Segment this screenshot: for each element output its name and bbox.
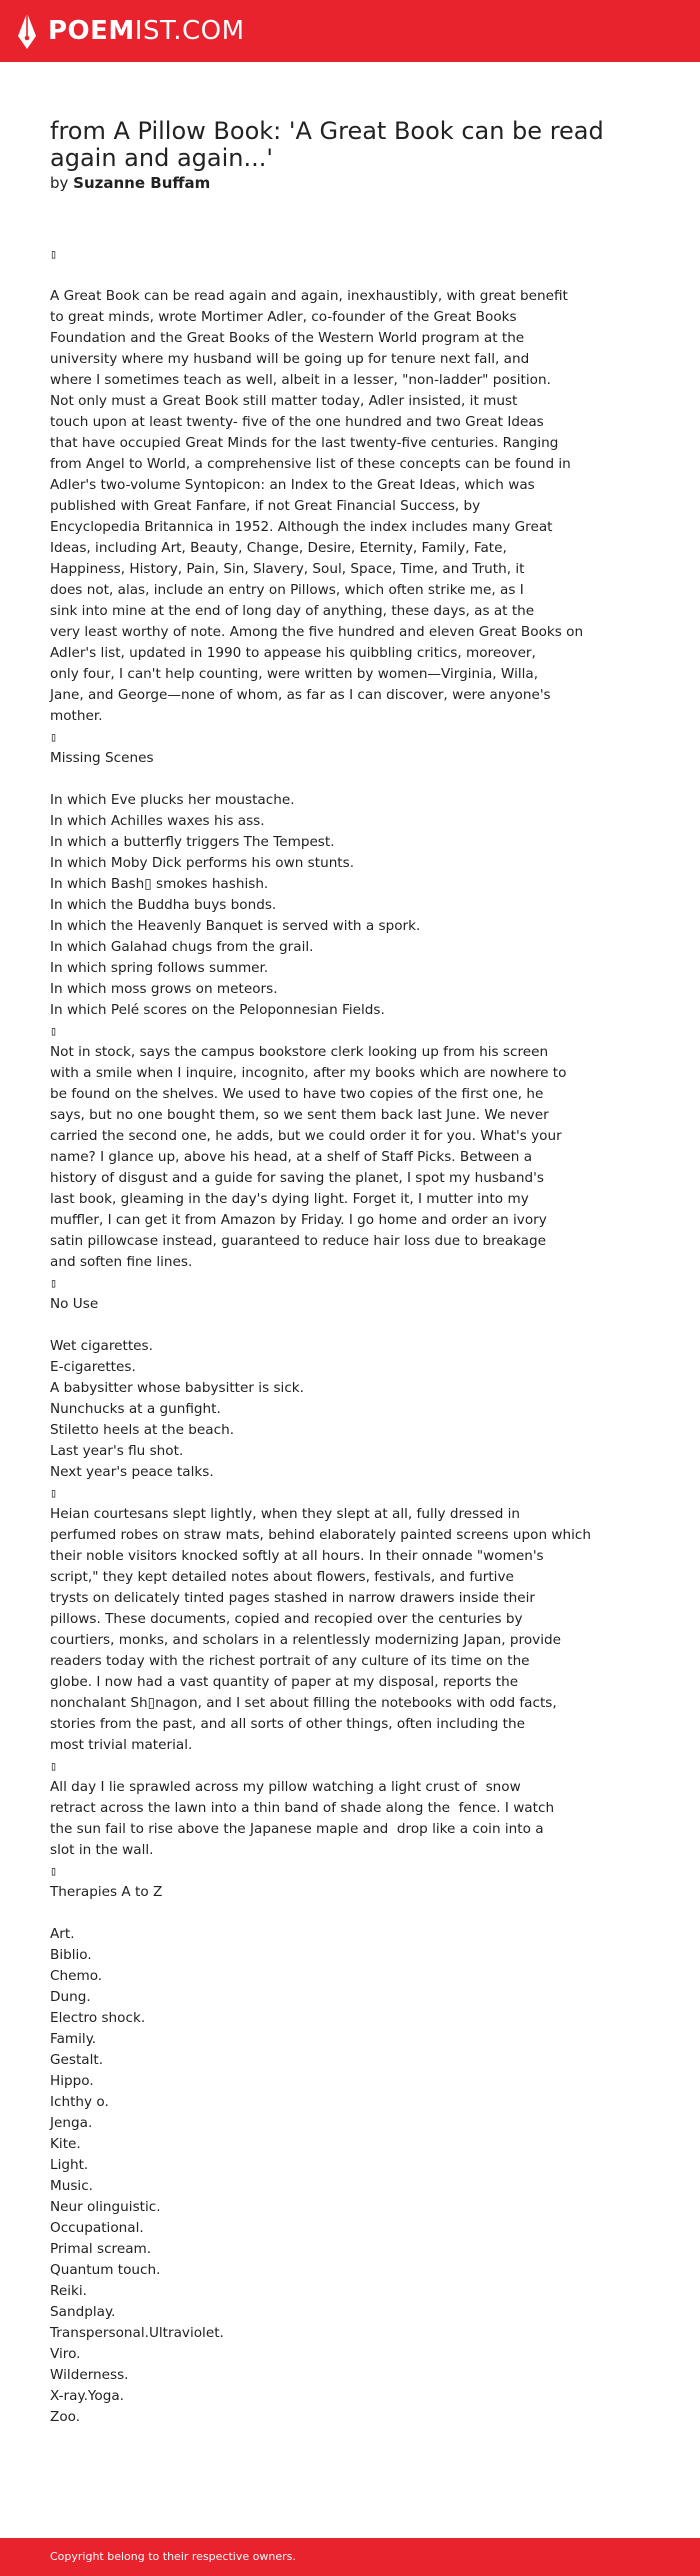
poem-line: In which Bash▯ smokes hashish. <box>50 876 269 892</box>
poem-line: Ideas, including Art, Beauty, Change, Desire, Eternity, Family, Fate, <box>50 540 507 556</box>
poem-line: sink into mine at the end of long day of anything, these days, as at the <box>50 603 535 619</box>
poem-line <box>50 769 650 790</box>
poem-line: E-cigarettes. <box>50 1359 136 1375</box>
pen-nib-icon <box>16 12 38 50</box>
poem-line: published with Great Fanfare, if not Great Financial Success, by <box>50 498 481 514</box>
poem-line: stories from the past, and all sorts of other things, often including the <box>50 1716 525 1732</box>
poem-line: Missing Scenes <box>50 750 154 766</box>
poem-line: very least worthy of note. Among the five hundred and eleven Great Books on <box>50 624 584 640</box>
poem-line: A babysitter whose babysitter is sick. <box>50 1380 304 1396</box>
poem-line: Electro shock. <box>50 2010 146 2026</box>
poem-line: Foundation and the Great Books of the Western World program at the <box>50 330 525 346</box>
poem-line: does not, alas, include an entry on Pillows, which often strike me, as I <box>50 582 524 598</box>
poem-line: Neur olinguistic. <box>50 2199 161 2215</box>
section-separator: ▯ <box>50 1486 58 1500</box>
site-logo[interactable] <box>16 12 245 50</box>
poem-line: satin pillowcase instead, guaranteed to reduce hair loss due to breakage <box>50 1233 547 1249</box>
poem-line: Light. <box>50 2157 89 2173</box>
poem-line: nonchalant Sh▯nagon, and I set about filling the notebooks with odd facts, <box>50 1695 557 1711</box>
site-footer <box>0 2538 700 2576</box>
section-separator: ▯ <box>50 247 58 261</box>
logo-text-light: IST.COM <box>134 16 245 46</box>
poem-line: Next year's peace talks. <box>50 1464 214 1480</box>
poem-line: Therapies A to Z <box>50 1884 163 1900</box>
poem-line: Quantum touch. <box>50 2262 161 2278</box>
poem-line: X-ray.Yoga. <box>50 2388 124 2404</box>
poem-line: Viro. <box>50 2346 81 2362</box>
byline-prefix: by <box>50 174 74 192</box>
poem-line: Music. <box>50 2178 93 2194</box>
poem-line: script," they kept detailed notes about flowers, festivals, and furtive <box>50 1569 514 1585</box>
poem-line: last book, gleaming in the day's dying light. Forget it, I mutter into my <box>50 1191 529 1207</box>
poem-line: courtiers, monks, and scholars in a relentlessly modernizing Japan, provide <box>50 1632 561 1648</box>
poem-line <box>50 1315 650 1336</box>
poem-line: Happiness, History, Pain, Sin, Slavery, Soul, Space, Time, and Truth, it <box>50 561 525 577</box>
poem-line <box>50 1903 650 1924</box>
poem-line: carried the second one, he adds, but we could order it for you. What's your <box>50 1128 562 1144</box>
poem-line: Sandplay. <box>50 2304 116 2320</box>
author-name[interactable]: Suzanne Buffam <box>73 174 211 192</box>
poem-line: Hippo. <box>50 2073 94 2089</box>
poem-line: In which a butterfly triggers The Tempest. <box>50 834 335 850</box>
poem-line: Family. <box>50 2031 97 2047</box>
poem-line: Biblio. <box>50 1947 92 1963</box>
poem-line <box>50 265 650 286</box>
poem-line: says, but no one bought them, so we sent them back last June. We never <box>50 1107 549 1123</box>
poem-line: In which Pelé scores on the Peloponnesian Fields. <box>50 1002 385 1018</box>
poem-line: their noble visitors knocked softly at all hours. In their onnade "women's <box>50 1548 544 1564</box>
copyright-notice: Copyright belong to their respective owners. <box>50 2550 296 2563</box>
poem-line: readers today with the richest portrait of any culture of its time on the <box>50 1653 530 1669</box>
poem-line: Gestalt. <box>50 2052 104 2068</box>
poem-line: be found on the shelves. We used to have two copies of the first one, he <box>50 1086 544 1102</box>
poem-line: Kite. <box>50 2136 81 2152</box>
poem-line: Not in stock, says the campus bookstore clerk looking up from his screen <box>50 1044 549 1060</box>
logo-text-bold: POEM <box>48 16 135 46</box>
poem-line: slot in the wall. <box>50 1842 154 1858</box>
poem-line: In which Achilles waxes his ass. <box>50 813 265 829</box>
poem-line: Adler's two-volume Syntopicon: an Index to the Great Ideas, which was <box>50 477 535 493</box>
poem-line: only four, I can't help counting, were written by women—Virginia, Willa, <box>50 666 539 682</box>
section-separator: ▯ <box>50 730 58 744</box>
poem-line: pillows. These documents, copied and recopied over the centuries by <box>50 1611 523 1627</box>
poem-line: In which spring follows summer. <box>50 960 269 976</box>
section-separator: ▯ <box>50 1864 58 1878</box>
poem-line: Last year's flu shot. <box>50 1443 184 1459</box>
poem-line: globe. I now had a vast quantity of paper at my disposal, reports the <box>50 1674 519 1690</box>
poem-line: In which Eve plucks her moustache. <box>50 792 295 808</box>
poem-line: No Use <box>50 1296 99 1312</box>
poem-line: Stiletto heels at the beach. <box>50 1422 235 1438</box>
poem-line: All day I lie sprawled across my pillow watching a light crust of snow <box>50 1779 521 1795</box>
section-separator: ▯ <box>50 1759 58 1773</box>
poem-line: history of disgust and a guide for saving the planet, I spot my husband's <box>50 1170 544 1186</box>
poem-line: Encyclopedia Britannica in 1952. Although the index includes many Great <box>50 519 553 535</box>
poem-line: Heian courtesans slept lightly, when they slept at all, fully dressed in <box>50 1506 521 1522</box>
poem-line: Adler's list, updated in 1990 to appease his quibbling critics, moreover, <box>50 645 536 661</box>
poem-line: In which Galahad chugs from the grail. <box>50 939 314 955</box>
poem-line: Dung. <box>50 1989 91 2005</box>
poem-line: Transpersonal.Ultraviolet. <box>50 2325 224 2341</box>
poem-line: Zoo. <box>50 2409 81 2425</box>
poem-line: Jenga. <box>50 2115 93 2131</box>
poem-line: Ichthy o. <box>50 2094 109 2110</box>
poem-line: Wilderness. <box>50 2367 129 2383</box>
poem-line: Art. <box>50 1926 75 1942</box>
poem-line: Reiki. <box>50 2283 87 2299</box>
poem-line: Occupational. <box>50 2220 144 2236</box>
section-separator: ▯ <box>50 1276 58 1290</box>
byline <box>50 173 210 193</box>
poem-line: that have occupied Great Minds for the last twenty-five centuries. Ranging <box>50 435 559 451</box>
poem-body <box>50 244 650 2428</box>
poem-line: name? I glance up, above his head, at a shelf of Staff Picks. Between a <box>50 1149 533 1165</box>
poem-line: retract across the lawn into a thin band of shade along the fence. I watch <box>50 1800 555 1816</box>
poem-line: Nunchucks at a gunfight. <box>50 1401 221 1417</box>
poem-line: mother. <box>50 708 103 724</box>
poem-line: Primal scream. <box>50 2241 152 2257</box>
poem-line: A Great Book can be read again and again, inexhaustibly, with great benefit <box>50 288 568 304</box>
poem-line: trysts on delicately tinted pages stashed in narrow drawers inside their <box>50 1590 536 1606</box>
poem-line: most trivial material. <box>50 1737 193 1753</box>
poem-line: In which moss grows on meteors. <box>50 981 278 997</box>
poem-line: to great minds, wrote Mortimer Adler, co-founder of the Great Books <box>50 309 517 325</box>
poem-line: from Angel to World, a comprehensive list of these concepts can be found in <box>50 456 571 472</box>
poem-line: In which the Heavenly Banquet is served with a spork. <box>50 918 421 934</box>
poem-line: Not only must a Great Book still matter today, Adler insisted, it must <box>50 393 518 409</box>
poem-line: In which Moby Dick performs his own stunts. <box>50 855 355 871</box>
site-header <box>0 0 700 62</box>
poem-line: and soften fine lines. <box>50 1254 193 1270</box>
poem-line: muffler, I can get it from Amazon by Friday. I go home and order an ivory <box>50 1212 547 1228</box>
poem-line: In which the Buddha buys bonds. <box>50 897 277 913</box>
poem-line: touch upon at least twenty- five of the one hundred and two Great Ideas <box>50 414 544 430</box>
poem-line: with a smile when I inquire, incognito, after my books which are nowhere to <box>50 1065 567 1081</box>
section-separator: ▯ <box>50 1024 58 1038</box>
poem-title: from A Pillow Book: 'A Great Book can be read again and again...' <box>50 117 604 172</box>
poem-line: perfumed robes on straw mats, behind elaborately painted screens upon which <box>50 1527 591 1543</box>
poem-line: university where my husband will be going up for tenure next fall, and <box>50 351 530 367</box>
poem-line: Chemo. <box>50 1968 103 1984</box>
poem-line: the sun fail to rise above the Japanese maple and drop like a coin into a <box>50 1821 544 1837</box>
site-logo-text <box>48 12 245 50</box>
poem-line: Wet cigarettes. <box>50 1338 153 1354</box>
poem-line: where I sometimes teach as well, albeit in a lesser, "non-ladder" position. <box>50 372 551 388</box>
poem-line: Jane, and George—none of whom, as far as I can discover, were anyone's <box>50 687 551 703</box>
